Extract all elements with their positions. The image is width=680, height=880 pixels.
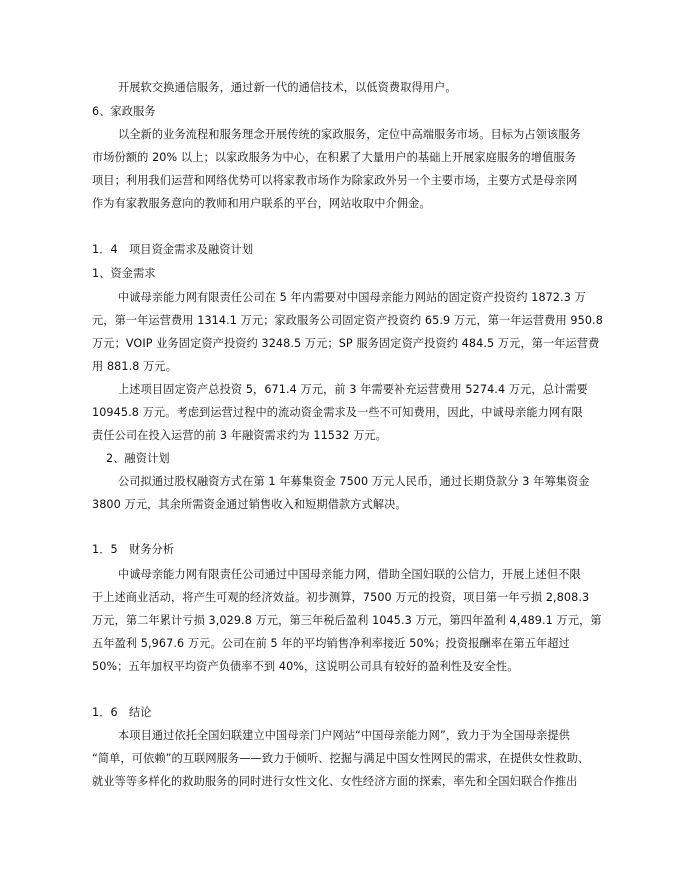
paragraph-line: 10945.8 万元。考虑到运营过程中的流动资金需求及一些不可知费用，因此，中诚母亲能力网有限: [92, 406, 583, 419]
paragraph-line: 万元，第二年累计亏损 3,029.8 万元，第三年税后盈利 1045.3 万元，第四年盈利 4,489.1 万元，第: [92, 614, 602, 627]
paragraph-line: 项目；利用我们运营和网络优势可以将家教市场作为除家政外另一个主要市场，主要方式是母亲网: [92, 174, 578, 187]
paragraph-line: 3800 万元，其余所需资金通过销售收入和短期借款方式解决。: [92, 498, 407, 511]
paragraph-line: “简单，可依赖”的互联网服务——致力于倾听、挖掘与满足中国女性网民的需求，在提供女性救助、: [92, 752, 590, 765]
paragraph-line: 以全新的业务流程和服务理念开展传统的家政服务，定位中高端服务市场。目标为占领该服务: [118, 128, 581, 141]
section-heading-1-5: 1．5 财务分析: [92, 543, 175, 556]
paragraph-line: 责任公司在投入运营的前 3 年融资需求约为 11532 万元。: [92, 429, 387, 442]
paragraph-line: 用 881.8 万元。: [92, 360, 177, 373]
paragraph-line: 元，第一年运营费用 1314.1 万元；家政服务公司固定资产投资约 65.9 万元，第一年运营费用 950.8: [92, 314, 603, 327]
paragraph-line: 开展软交换通信服务，通过新一代的通信技术，以低资费取得用户。: [118, 81, 457, 94]
paragraph-line: 公司拟通过股权融资方式在第 1 年募集资金 7500 万元人民币，通过长期贷款分 3 年筹集资金: [118, 475, 590, 488]
section-heading-housekeeping: 6、家政服务: [92, 105, 156, 118]
paragraph-line: 作为有家教服务意向的教师和用户联系的平台，网站收取中介佣金。: [92, 197, 431, 210]
subsection-heading-funding-need: 1、资金需求: [92, 267, 156, 280]
section-heading-1-4: 1．4 项目资金需求及融资计划: [92, 243, 254, 256]
paragraph-line: 市场份额的 20% 以上；以家政服务为中心，在积累了大量用户的基础上开展家庭服务的增值服务: [92, 151, 576, 164]
section-heading-1-6: 1．6 结论: [92, 706, 152, 719]
paragraph-line: 万元；VOIP 业务固定资产投资约 3248.5 万元；SP 服务固定资产投资约 484.5 万元，第一年运营费: [92, 337, 600, 350]
paragraph-line: 本项目通过依托全国妇联建立中国母亲门户网站“中国母亲能力网”，致力于为全国母亲提供: [118, 729, 571, 742]
paragraph-line: 于上述商业活动，将产生可观的经济效益。初步测算，7500 万元的投资，项目第一年亏损 2,808.3: [92, 591, 590, 604]
paragraph-line: 50%；五年加权平均资产负债率不到 40%，这说明公司具有较好的盈利性及安全性。: [92, 660, 519, 673]
paragraph-line: 中诚母亲能力网有限责任公司在 5 年内需要对中国母亲能力网站的固定资产投资约 1872.3 万: [118, 291, 586, 304]
paragraph-line: 就业等等多样化的救助服务的同时进行女性文化、女性经济方面的探索，率先和全国妇联合作推出: [92, 775, 578, 788]
paragraph-line: 上述项目固定资产总投资 5，671.4 万元，前 3 年需要补充运营费用 5274.4 万元，总计需要: [118, 383, 588, 396]
subsection-heading-financing-plan: 2、融资计划: [106, 452, 170, 465]
paragraph-line: 五年盈利 5,967.6 万元。公司在前 5 年的平均销售净利率接近 50%；投资报酬率在第五年超过: [92, 637, 570, 650]
paragraph-line: 中诚母亲能力网有限责任公司通过中国母亲能力网，借助全国妇联的公信力，开展上述但不限: [118, 568, 581, 581]
